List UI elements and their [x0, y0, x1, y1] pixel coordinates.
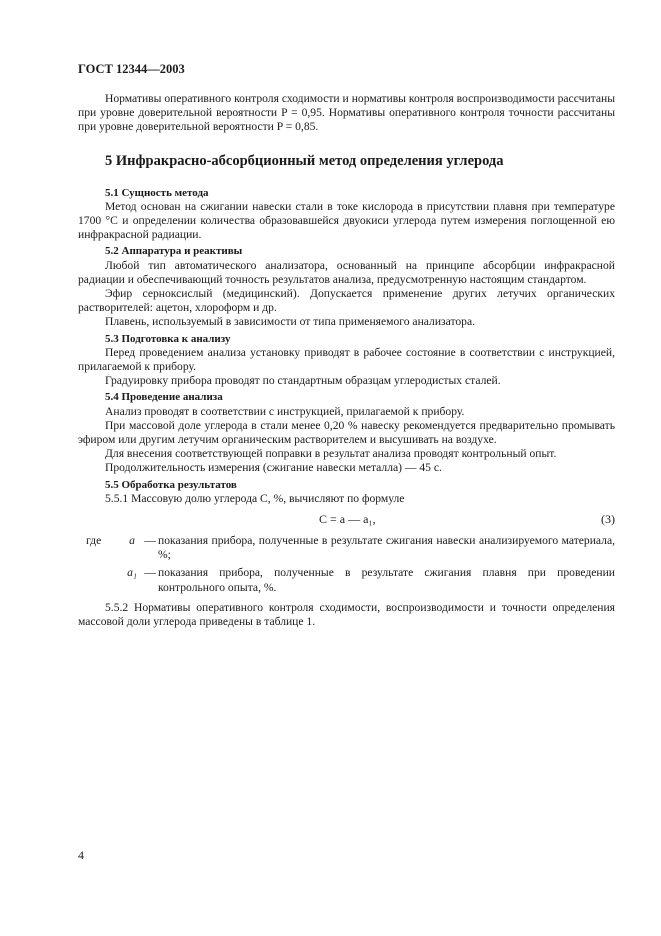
paragraph: Анализ проводят в соответствии с инструкцией, прилагаемой к прибору. [105, 404, 465, 418]
where-dash: — [144, 534, 156, 548]
where-text: показания прибора, полученные в результате сжигания навески анализируемого материала, %; [158, 534, 615, 562]
section-title: 5 Инфракрасно-абсорбционный метод определения углерода [105, 152, 504, 169]
formula-expression: C = a — a₁, [319, 512, 376, 527]
where-item [78, 534, 615, 562]
subsection-5-2-title: 5.2 Аппаратура и реактивы [105, 245, 243, 258]
subsection-5-3-title: 5.3 Подготовка к анализу [105, 332, 231, 345]
paragraph: Перед проведением анализа установку приводят в рабочее состояние в соответствии с инструкцией, прилагаемой к прибору. [78, 345, 615, 374]
formula-number: (3) [601, 512, 615, 527]
page-number: 4 [78, 848, 84, 862]
paragraph-5-5-1: 5.5.1 Массовую долю углерода C, %, вычисляют по формуле [105, 491, 405, 505]
paragraph: Продолжительность измерения (сжигание навески металла) — 45 с. [105, 461, 442, 475]
paragraph: Эфир серноксислый (медицинский). Допускается применение других летучих органических растворителей: ацетон, хлороформ и др. [78, 287, 615, 315]
paragraph: Градуировку прибора проводят по стандартным образцам углеродистых сталей. [105, 374, 501, 388]
paragraph: При массовой доле углерода в стали менее 0,20 % навеску рекомендуется предварительно промывать эфиром или другим летучим органическим растворителем и высушивать на воздухе. [78, 418, 615, 447]
intro-paragraph: Нормативы оперативного контроля сходимости и нормативы контроля воспроизводимости рассчитаны при уровне доверительной вероятности P = 0,95. Нормативы оперативного контроля точности рассчитаны при уровне доверительной вероятности P = 0,85. [78, 92, 615, 134]
standard-header: ГОСТ 12344—2003 [78, 62, 185, 76]
subsection-5-4-title: 5.4 Проведение анализа [105, 391, 223, 404]
document-body [78, 92, 615, 629]
where-dash: — [144, 566, 156, 580]
subsection-5-1-title: 5.1 Сущность метода [105, 186, 209, 199]
where-spacer [78, 566, 122, 594]
where-item [78, 566, 615, 594]
paragraph: Любой тип автоматического анализатора, основанный на принципе абсорбции инфракрасной радиации и обеспечивающий точность результатов анализа, предусмотренную настоящим стандартом. [78, 258, 615, 286]
subsection-5-5-title: 5.5 Обработка результатов [105, 478, 237, 491]
formula [78, 508, 615, 530]
where-symbol: a₁ [127, 566, 137, 580]
paragraph: Плавень, используемый в зависимости от типа применяемого анализатора. [105, 315, 475, 329]
paragraph-5-5-2: 5.5.2 Нормативы оперативного контроля сходимости, воспроизводимости и точности определения массовой доли углерода приведены в таблице 1. [78, 600, 615, 629]
where-word: где [86, 534, 102, 548]
where-text: показания прибора, полученные в результате сжигания плавня при проведении контрольного опыта, %. [158, 566, 615, 594]
paragraph: Метод основан на сжигании навески стали в токе кислорода в присутствии плавня при температуре 1700 °С и определении количества образовавшейся двуокиси углерода путем измерения поглощенной ею инфракрасной радиации. [78, 199, 615, 242]
where-symbol: a [129, 534, 135, 548]
paragraph: Для внесения соответствующей поправки в результат анализа проводят контрольный опыт. [105, 447, 557, 461]
